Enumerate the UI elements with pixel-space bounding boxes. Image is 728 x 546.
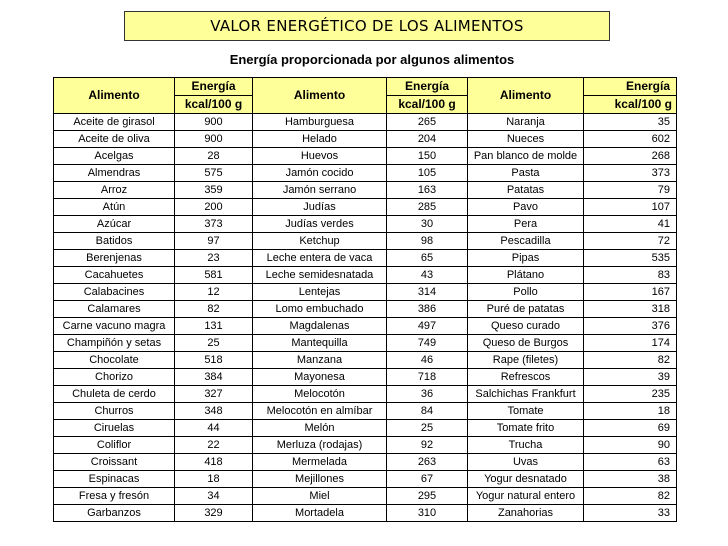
food-name-cell: Pavo	[468, 199, 584, 216]
energy-value-cell: 150	[387, 148, 468, 165]
energy-value-cell: 18	[584, 403, 677, 420]
energy-value-cell: 25	[387, 420, 468, 437]
table-row	[54, 233, 677, 250]
table-row	[54, 216, 677, 233]
food-name-cell: Champiñón y setas	[54, 335, 175, 352]
energy-value-cell: 12	[175, 284, 253, 301]
energy-value-cell: 30	[387, 216, 468, 233]
energy-value-cell: 22	[175, 437, 253, 454]
food-name-cell: Coliflor	[54, 437, 175, 454]
food-name-cell: Merluza (rodajas)	[253, 437, 387, 454]
food-name-cell: Aceite de girasol	[54, 114, 175, 131]
energy-value-cell: 43	[387, 267, 468, 284]
energy-value-cell: 84	[387, 403, 468, 420]
table-row	[54, 488, 677, 505]
food-name-cell: Melón	[253, 420, 387, 437]
food-name-cell: Pipas	[468, 250, 584, 267]
food-name-cell: Lomo embuchado	[253, 301, 387, 318]
energy-value-cell: 34	[175, 488, 253, 505]
food-name-cell: Huevos	[253, 148, 387, 165]
table-row	[54, 420, 677, 437]
energy-value-cell: 69	[584, 420, 677, 437]
energy-value-cell: 263	[387, 454, 468, 471]
food-name-cell: Croissant	[54, 454, 175, 471]
energy-value-cell: 497	[387, 318, 468, 335]
energy-value-cell: 718	[387, 369, 468, 386]
header-food-3: Alimento	[468, 78, 584, 114]
table-row	[54, 301, 677, 318]
food-name-cell: Uvas	[468, 454, 584, 471]
food-name-cell: Tomate	[468, 403, 584, 420]
energy-value-cell: 200	[175, 199, 253, 216]
energy-value-cell: 418	[175, 454, 253, 471]
table-row	[54, 284, 677, 301]
table-row	[54, 471, 677, 488]
energy-value-cell: 25	[175, 335, 253, 352]
food-name-cell: Melocotón en almíbar	[253, 403, 387, 420]
energy-value-cell: 518	[175, 352, 253, 369]
food-name-cell: Nueces	[468, 131, 584, 148]
header-unit-1: kcal/100 g	[175, 96, 253, 114]
table-row	[54, 369, 677, 386]
energy-value-cell: 581	[175, 267, 253, 284]
energy-value-cell: 314	[387, 284, 468, 301]
header-energy-2: Energía	[387, 78, 468, 96]
energy-value-cell: 265	[387, 114, 468, 131]
food-name-cell: Cacahuetes	[54, 267, 175, 284]
header-energy-3: Energía	[584, 78, 677, 96]
energy-value-cell: 900	[175, 114, 253, 131]
food-name-cell: Batidos	[54, 233, 175, 250]
food-name-cell: Puré de patatas	[468, 301, 584, 318]
energy-value-cell: 65	[387, 250, 468, 267]
food-name-cell: Jamón serrano	[253, 182, 387, 199]
food-name-cell: Mantequilla	[253, 335, 387, 352]
energy-value-cell: 79	[584, 182, 677, 199]
food-name-cell: Naranja	[468, 114, 584, 131]
food-name-cell: Helado	[253, 131, 387, 148]
food-name-cell: Carne vacuno magra	[54, 318, 175, 335]
energy-value-cell: 97	[175, 233, 253, 250]
energy-value-cell: 900	[175, 131, 253, 148]
food-name-cell: Berenjenas	[54, 250, 175, 267]
energy-value-cell: 41	[584, 216, 677, 233]
food-name-cell: Atún	[54, 199, 175, 216]
food-name-cell: Acelgas	[54, 148, 175, 165]
food-name-cell: Calamares	[54, 301, 175, 318]
energy-value-cell: 163	[387, 182, 468, 199]
header-row-top	[54, 78, 677, 96]
energy-value-cell: 23	[175, 250, 253, 267]
food-name-cell: Espinacas	[54, 471, 175, 488]
food-name-cell: Lentejas	[253, 284, 387, 301]
energy-value-cell: 285	[387, 199, 468, 216]
food-name-cell: Judías verdes	[253, 216, 387, 233]
energy-value-cell: 107	[584, 199, 677, 216]
energy-value-cell: 167	[584, 284, 677, 301]
energy-value-cell: 46	[387, 352, 468, 369]
food-name-cell: Magdalenas	[253, 318, 387, 335]
food-name-cell: Pera	[468, 216, 584, 233]
food-name-cell: Patatas	[468, 182, 584, 199]
food-name-cell: Chocolate	[54, 352, 175, 369]
food-name-cell: Leche entera de vaca	[253, 250, 387, 267]
energy-value-cell: 92	[387, 437, 468, 454]
table-row	[54, 437, 677, 454]
energy-value-cell: 90	[584, 437, 677, 454]
table-row	[54, 318, 677, 335]
food-name-cell: Chuleta de cerdo	[54, 386, 175, 403]
food-name-cell: Miel	[253, 488, 387, 505]
food-name-cell: Jamón cocido	[253, 165, 387, 182]
food-name-cell: Manzana	[253, 352, 387, 369]
energy-value-cell: 131	[175, 318, 253, 335]
food-name-cell: Tomate frito	[468, 420, 584, 437]
food-name-cell: Churros	[54, 403, 175, 420]
energy-value-cell: 535	[584, 250, 677, 267]
food-name-cell: Leche semidesnatada	[253, 267, 387, 284]
table-row	[54, 454, 677, 471]
food-name-cell: Refrescos	[468, 369, 584, 386]
food-name-cell: Almendras	[54, 165, 175, 182]
food-name-cell: Mayonesa	[253, 369, 387, 386]
table-row	[54, 250, 677, 267]
food-name-cell: Ketchup	[253, 233, 387, 250]
energy-table	[53, 77, 677, 522]
food-name-cell: Melocotón	[253, 386, 387, 403]
food-name-cell: Mermelada	[253, 454, 387, 471]
food-name-cell: Rape (filetes)	[468, 352, 584, 369]
table-row	[54, 182, 677, 199]
energy-value-cell: 174	[584, 335, 677, 352]
energy-value-cell: 602	[584, 131, 677, 148]
energy-value-cell: 310	[387, 505, 468, 522]
energy-value-cell: 44	[175, 420, 253, 437]
energy-value-cell: 318	[584, 301, 677, 318]
header-food-1: Alimento	[54, 78, 175, 114]
food-name-cell: Garbanzos	[54, 505, 175, 522]
table-row	[54, 352, 677, 369]
table-row	[54, 267, 677, 284]
table-subtitle: Energía proporcionada por algunos alimentos	[229, 52, 515, 67]
energy-value-cell: 39	[584, 369, 677, 386]
energy-value-cell: 329	[175, 505, 253, 522]
food-name-cell: Azúcar	[54, 216, 175, 233]
energy-value-cell: 67	[387, 471, 468, 488]
energy-value-cell: 33	[584, 505, 677, 522]
energy-value-cell: 749	[387, 335, 468, 352]
food-name-cell: Pollo	[468, 284, 584, 301]
energy-value-cell: 295	[387, 488, 468, 505]
food-name-cell: Ciruelas	[54, 420, 175, 437]
energy-value-cell: 348	[175, 403, 253, 420]
page-title: VALOR ENERGÉTICO DE LOS ALIMENTOS	[124, 11, 610, 41]
food-name-cell: Salchichas Frankfurt	[468, 386, 584, 403]
header-unit-2: kcal/100 g	[387, 96, 468, 114]
energy-value-cell: 28	[175, 148, 253, 165]
energy-value-cell: 83	[584, 267, 677, 284]
table-row	[54, 335, 677, 352]
energy-value-cell: 204	[387, 131, 468, 148]
energy-value-cell: 82	[584, 488, 677, 505]
table-row	[54, 114, 677, 131]
table-row	[54, 199, 677, 216]
food-name-cell: Judías	[253, 199, 387, 216]
energy-value-cell: 384	[175, 369, 253, 386]
energy-value-cell: 18	[175, 471, 253, 488]
header-food-2: Alimento	[253, 78, 387, 114]
energy-value-cell: 36	[387, 386, 468, 403]
food-name-cell: Fresa y fresón	[54, 488, 175, 505]
header-unit-3: kcal/100 g	[584, 96, 677, 114]
food-name-cell: Mortadela	[253, 505, 387, 522]
table-row	[54, 148, 677, 165]
food-name-cell: Pasta	[468, 165, 584, 182]
energy-value-cell: 63	[584, 454, 677, 471]
table-row	[54, 403, 677, 420]
food-name-cell: Pan blanco de molde	[468, 148, 584, 165]
energy-value-cell: 386	[387, 301, 468, 318]
energy-value-cell: 268	[584, 148, 677, 165]
food-name-cell: Calabacines	[54, 284, 175, 301]
food-name-cell: Trucha	[468, 437, 584, 454]
energy-value-cell: 575	[175, 165, 253, 182]
energy-value-cell: 235	[584, 386, 677, 403]
table-row	[54, 131, 677, 148]
food-name-cell: Yogur desnatado	[468, 471, 584, 488]
food-name-cell: Queso curado	[468, 318, 584, 335]
header-energy-1: Energía	[175, 78, 253, 96]
food-name-cell: Mejillones	[253, 471, 387, 488]
energy-value-cell: 373	[175, 216, 253, 233]
energy-value-cell: 72	[584, 233, 677, 250]
energy-value-cell: 376	[584, 318, 677, 335]
food-name-cell: Yogur natural entero	[468, 488, 584, 505]
energy-value-cell: 82	[175, 301, 253, 318]
energy-value-cell: 35	[584, 114, 677, 131]
energy-value-cell: 98	[387, 233, 468, 250]
food-name-cell: Queso de Burgos	[468, 335, 584, 352]
food-name-cell: Zanahorias	[468, 505, 584, 522]
energy-value-cell: 82	[584, 352, 677, 369]
food-name-cell: Aceite de oliva	[54, 131, 175, 148]
energy-value-cell: 327	[175, 386, 253, 403]
food-name-cell: Pescadilla	[468, 233, 584, 250]
energy-value-cell: 359	[175, 182, 253, 199]
food-name-cell: Chorizo	[54, 369, 175, 386]
food-name-cell: Plátano	[468, 267, 584, 284]
food-name-cell: Hamburguesa	[253, 114, 387, 131]
table-row	[54, 505, 677, 522]
table-row	[54, 386, 677, 403]
energy-value-cell: 105	[387, 165, 468, 182]
energy-value-cell: 38	[584, 471, 677, 488]
energy-value-cell: 373	[584, 165, 677, 182]
table-row	[54, 165, 677, 182]
food-name-cell: Arroz	[54, 182, 175, 199]
